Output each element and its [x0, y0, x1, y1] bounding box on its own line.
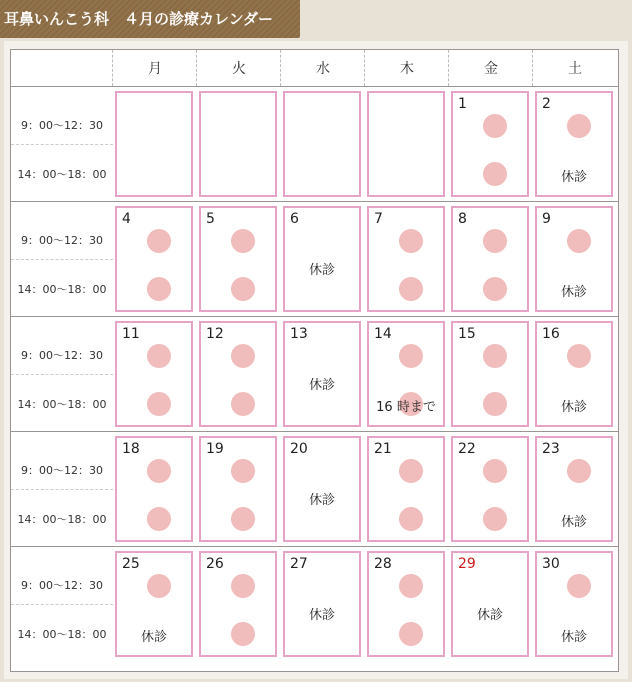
open-afternoon-marker	[147, 507, 171, 531]
day-number: 1	[458, 96, 467, 112]
week-row	[11, 547, 618, 662]
open-afternoon-marker	[483, 277, 507, 301]
open-morning-marker	[231, 574, 255, 598]
day-number: 30	[542, 556, 560, 572]
open-morning-marker	[231, 344, 255, 368]
open-morning-marker	[567, 229, 591, 253]
afternoon-status-label: 16 時まで	[376, 400, 436, 415]
time-labels	[11, 547, 113, 661]
closed-day-label: 休診	[308, 493, 335, 508]
week-row	[11, 87, 618, 202]
day-number: 7	[374, 211, 383, 227]
time-labels	[11, 432, 113, 546]
morning-hours-label: 9：00～12：30	[21, 579, 103, 592]
day-cell	[283, 436, 361, 542]
day-number: 8	[458, 211, 467, 227]
day-cell	[451, 436, 529, 542]
day-cell	[535, 206, 613, 312]
open-morning-marker	[399, 574, 423, 598]
day-number: 6	[290, 211, 299, 227]
open-afternoon-marker	[483, 162, 507, 186]
afternoon-hours-label: 14：00～18：00	[17, 283, 107, 296]
open-afternoon-marker	[231, 507, 255, 531]
day-cell	[283, 551, 361, 657]
open-morning-marker	[399, 229, 423, 253]
time-labels	[11, 87, 113, 201]
time-labels	[11, 202, 113, 316]
day-cell	[283, 321, 361, 427]
day-cell	[115, 91, 193, 197]
open-morning-marker	[399, 459, 423, 483]
day-number: 22	[458, 441, 476, 457]
day-number: 26	[206, 556, 224, 572]
day-cell	[283, 206, 361, 312]
day-cell	[199, 91, 277, 197]
day-number: 13	[290, 326, 308, 342]
open-morning-marker	[147, 344, 171, 368]
afternoon-status-label: 休診	[560, 630, 587, 645]
open-morning-marker	[399, 344, 423, 368]
week-row	[11, 202, 618, 317]
weekday-header: 火	[196, 50, 281, 86]
day-cell	[535, 436, 613, 542]
afternoon-status-label: 休診	[560, 170, 587, 185]
day-number: 28	[374, 556, 392, 572]
afternoon-status-label: 休診	[140, 630, 167, 645]
open-afternoon-marker	[147, 277, 171, 301]
open-morning-marker	[147, 229, 171, 253]
open-afternoon-marker	[231, 392, 255, 416]
day-number: 12	[206, 326, 224, 342]
open-afternoon-marker	[147, 392, 171, 416]
closed-day-label: 休診	[308, 378, 335, 393]
day-cell	[451, 551, 529, 657]
day-cell	[115, 436, 193, 542]
morning-hours-label: 9：00～12：30	[21, 234, 103, 247]
open-morning-marker	[567, 344, 591, 368]
open-morning-marker	[147, 459, 171, 483]
day-number: 2	[542, 96, 551, 112]
open-morning-marker	[147, 574, 171, 598]
open-morning-marker	[567, 459, 591, 483]
day-cell	[367, 91, 445, 197]
day-cell	[199, 551, 277, 657]
day-number: 4	[122, 211, 131, 227]
open-afternoon-marker	[399, 277, 423, 301]
page-title: 耳鼻いんこう科 ４月の診療カレンダー	[0, 0, 300, 38]
afternoon-hours-label: 14：00～18：00	[17, 168, 107, 181]
day-cell	[367, 436, 445, 542]
open-afternoon-marker	[231, 622, 255, 646]
open-afternoon-marker	[483, 507, 507, 531]
calendar-table	[10, 49, 619, 672]
closed-day-label: 休診	[308, 263, 335, 278]
day-number: 27	[290, 556, 308, 572]
day-cell	[199, 321, 277, 427]
afternoon-status-label: 休診	[560, 400, 587, 415]
day-cell	[535, 321, 613, 427]
open-morning-marker	[567, 574, 591, 598]
weekday-header: 水	[280, 50, 365, 86]
day-number: 15	[458, 326, 476, 342]
closed-day-label: 休診	[308, 608, 335, 623]
day-number: 20	[290, 441, 308, 457]
day-cell	[451, 91, 529, 197]
weekday-header: 金	[448, 50, 533, 86]
morning-hours-label: 9：00～12：30	[21, 119, 103, 132]
time-divider	[11, 374, 113, 375]
time-divider	[11, 259, 113, 260]
open-afternoon-marker	[483, 392, 507, 416]
day-cell	[199, 436, 277, 542]
day-number: 29	[458, 556, 476, 572]
open-afternoon-marker	[399, 507, 423, 531]
day-number: 23	[542, 441, 560, 457]
open-morning-marker	[483, 344, 507, 368]
open-morning-marker	[231, 459, 255, 483]
open-morning-marker	[483, 114, 507, 138]
afternoon-hours-label: 14：00～18：00	[17, 513, 107, 526]
open-afternoon-marker	[231, 277, 255, 301]
weekday-header: 月	[112, 50, 197, 86]
day-cell	[115, 321, 193, 427]
day-cell	[367, 321, 445, 427]
afternoon-status-label: 休診	[560, 285, 587, 300]
afternoon-status-label: 休診	[560, 515, 587, 530]
time-labels	[11, 317, 113, 431]
time-divider	[11, 604, 113, 605]
open-afternoon-marker	[399, 622, 423, 646]
day-number: 11	[122, 326, 140, 342]
weekday-header-row	[11, 50, 618, 87]
day-cell	[451, 321, 529, 427]
day-number: 21	[374, 441, 392, 457]
morning-hours-label: 9：00～12：30	[21, 349, 103, 362]
open-morning-marker	[483, 459, 507, 483]
time-divider	[11, 144, 113, 145]
day-number: 19	[206, 441, 224, 457]
week-row	[11, 432, 618, 547]
day-cell	[115, 206, 193, 312]
open-morning-marker	[567, 114, 591, 138]
day-number: 9	[542, 211, 551, 227]
week-row	[11, 317, 618, 432]
day-cell	[535, 551, 613, 657]
day-number: 25	[122, 556, 140, 572]
afternoon-hours-label: 14：00～18：00	[17, 628, 107, 641]
day-cell	[367, 551, 445, 657]
day-cell	[115, 551, 193, 657]
weekday-header: 木	[364, 50, 449, 86]
morning-hours-label: 9：00～12：30	[21, 464, 103, 477]
time-divider	[11, 489, 113, 490]
day-number: 5	[206, 211, 215, 227]
day-number: 16	[542, 326, 560, 342]
day-number: 14	[374, 326, 392, 342]
day-cell	[367, 206, 445, 312]
day-cell	[199, 206, 277, 312]
day-cell	[283, 91, 361, 197]
open-morning-marker	[231, 229, 255, 253]
day-cell	[451, 206, 529, 312]
closed-day-label: 休診	[476, 608, 503, 623]
weekday-header: 土	[532, 50, 617, 86]
day-number: 18	[122, 441, 140, 457]
day-cell	[535, 91, 613, 197]
afternoon-hours-label: 14：00～18：00	[17, 398, 107, 411]
open-morning-marker	[483, 229, 507, 253]
